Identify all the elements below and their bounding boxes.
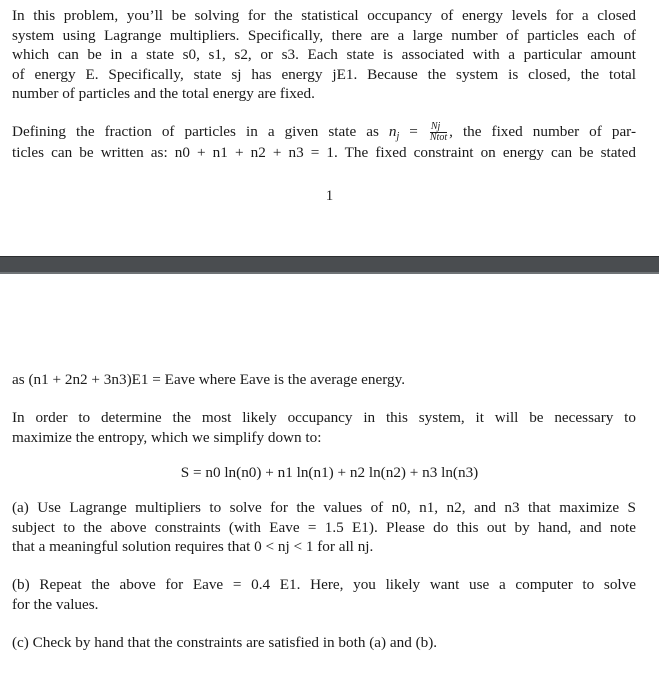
intro-paragraph xyxy=(12,6,636,104)
document-page-1 xyxy=(0,0,659,256)
part-c xyxy=(12,633,636,653)
definition-text-start: Defining the fraction of particles in a given state as xyxy=(12,123,389,140)
text-line: (a) Use Lagrange multipliers to solve for the values of n0, n1, n2, and n3 that maximize S xyxy=(12,499,636,516)
definition-paragraph xyxy=(12,122,636,163)
page-divider xyxy=(0,256,659,274)
entropy-paragraph xyxy=(12,408,636,447)
text-line: of energy E. Specifically, state sj has energy jE1. Because the system is closed, the total xyxy=(12,65,636,83)
fraction-variable: $n_j$ xyxy=(388,123,400,142)
text-line: (c) Check by hand that the constraints are satisfied in both (a) and (b). xyxy=(12,634,438,651)
fraction-numerator: Nj xyxy=(430,122,447,133)
text-line: which can be in a state s0, s1, s2, or s3. Each state is associated with a particular amount xyxy=(12,46,636,63)
text-line: number of particles and the total energy are fixed. xyxy=(12,85,315,102)
text-line: (b) Repeat the above for Eave = 0.4 E1. Here, you likely want use a computer to solve xyxy=(12,576,636,593)
definition-text-end: , the fixed number of par- xyxy=(449,123,636,140)
text-line: maximize the entropy, which we simplify down to: xyxy=(12,428,322,446)
text-line: Defining the fraction of particles in a given state as $n_j$ = $\frac{Nj}{\text{Ntot}}$ , the fixed number of par- xyxy=(12,121,636,144)
continuation-line xyxy=(12,370,636,390)
text-line: ticles can be written as: n0 + n1 + n2 + n3 = 1. The fixed constraint on energy can be stated xyxy=(12,144,636,162)
text-line: In this problem, you’ll be solving for the statistical occupancy of energy levels for a closed xyxy=(12,7,636,24)
page-number: 1 xyxy=(325,188,334,204)
fraction-denominator: Ntot xyxy=(429,132,448,144)
text-line: as (n1 + 2n2 + 3n3)E1 = Eave where Eave is the average energy. xyxy=(12,371,405,388)
text-line: In order to determine the most likely occupancy in this system, it will be necessary to xyxy=(12,409,636,426)
text-line: system using Lagrange multipliers. Specifically, there are a large number of particles each of xyxy=(12,26,636,44)
document-page-2 xyxy=(0,274,659,680)
text-line: for the values. xyxy=(12,595,99,613)
fraction xyxy=(430,122,447,143)
part-a xyxy=(12,498,636,557)
text-line: subject to the above constraints (with Eave = 1.5 E1). Please do this out by hand, and note xyxy=(12,518,636,536)
entropy-equation: S = n0 ln(n0) + n1 ln(n1) + n2 ln(n2) + n3 ln(n3) xyxy=(180,464,479,481)
text-line: that a meaningful solution requires that 0 < nj < 1 for all nj. xyxy=(12,538,374,555)
part-b xyxy=(12,575,636,614)
